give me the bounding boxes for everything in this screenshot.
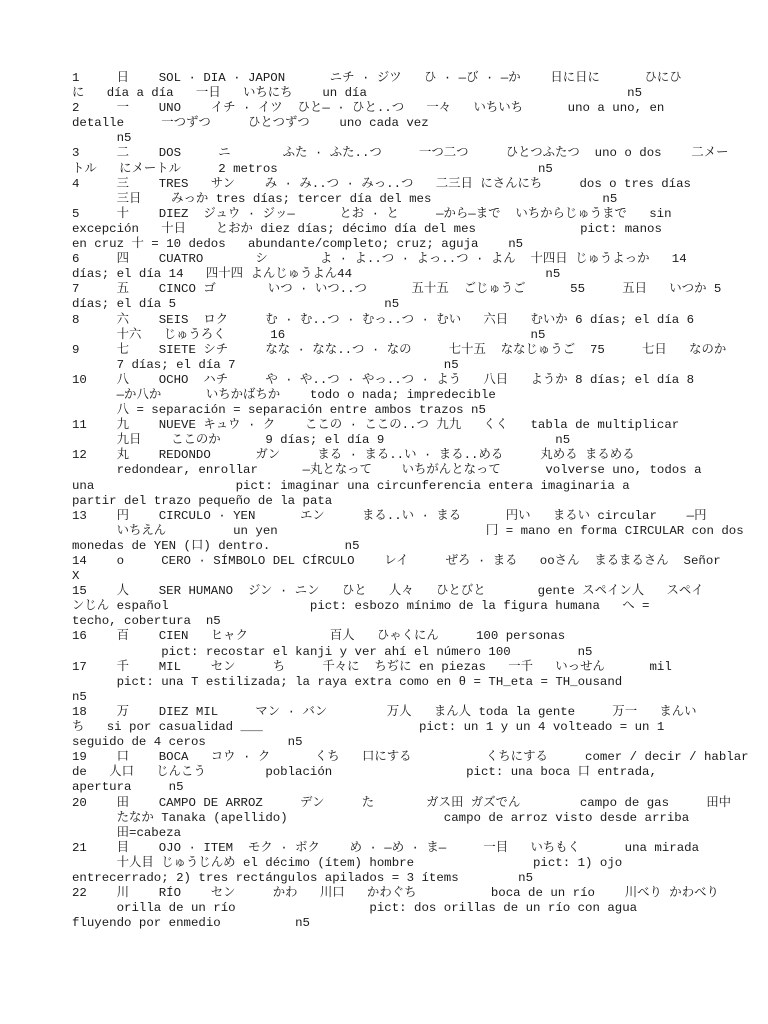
- text-line: seguido de 4 ceros n5: [72, 735, 303, 750]
- text-line: 21 目 OJO · ITEM モク · ボク め · ―め · ま― 一目 いちもく una mirada: [72, 840, 700, 855]
- text-line: 九日 ここのか 9 días; el día 9 n5: [72, 433, 571, 448]
- text-line: días; el día 5 n5: [72, 297, 400, 312]
- text-line: 11 九 NUEVE キュウ · ク ここの · ここの..つ 九九 くく tabla de multiplicar: [72, 418, 680, 433]
- text-line: 7 五 CINCO ゴ いつ · いつ..つ 五十五 ごじゅうご 55 五日 いつか 5: [72, 282, 722, 297]
- text-line: entrecerrado; 2) tres rectángulos apilados = 3 ítems n5: [72, 870, 534, 885]
- text-line: apertura n5: [72, 780, 184, 795]
- text-line: 十六 じゅうろく 16 n5: [72, 327, 546, 342]
- text-line: いちえん un yen 冂 = mano en forma CIRCULAR con dos: [72, 523, 744, 538]
- text-line: ち si por casualidad ___ pict: un 1 y un 4 volteado = un 1: [72, 720, 665, 735]
- text-line: 10 八 OCHO ハチ や · や..つ · やっ..つ · よう 八日 ようか 8 días; el día 8: [72, 372, 695, 387]
- text-line: 8 六 SEIS ロク む · む..つ · むっ..つ · むい 六日 むいか 6 días; el día 6: [72, 312, 695, 327]
- text-line: たなか Tanaka (apellido) campo de arroz visto desde arriba: [72, 810, 690, 825]
- text-line: に día a día 一日 いちにち un día n5: [72, 86, 643, 101]
- text-line: 3 二 DOS ニ ふた · ふた..つ 一つ二つ ひとつふたつ uno o dos 二メー: [72, 146, 729, 161]
- text-line: ―か八か いちかばちか todo o nada; impredecible: [72, 387, 496, 402]
- text-line: 十人目 じゅうじんめ el décimo (ítem) hombre pict: 1) ojo: [72, 855, 623, 870]
- text-line: redondear, enrollar ―丸となって いちがんとなって volverse uno, todos a: [72, 463, 702, 478]
- text-line: 13 円 CIRCULO · YEN エン まる..い · まる 円い まるい circular ―円: [72, 508, 707, 523]
- text-line: トル にメートル 2 metros n5: [72, 161, 553, 176]
- text-line: 1 日 SOL · DIA · JAPON ニチ · ジツ ひ · ―び · ―か 日に日に ひにひ: [72, 71, 682, 85]
- text-line: n5: [72, 131, 132, 146]
- text-line: ンじん español pict: esbozo mínimo de la figura humana へ =: [72, 599, 650, 614]
- text-line: días; el día 14 四十四 よんじゅうよん44 n5: [72, 267, 561, 282]
- text-line: 12 丸 REDONDO ガン まる · まる..い · まる..める 丸める まるめる: [72, 448, 635, 463]
- text-line: una pict: imaginar una circunferencia entera imaginaria a: [72, 478, 630, 493]
- text-line: 田=cabeza: [72, 825, 182, 840]
- text-line: de 人口 じんこう población pict: una boca 口 entrada,: [72, 765, 657, 780]
- text-line: pict: recostar el kanji y ver ahí el número 100 n5: [72, 644, 593, 659]
- text-line: 19 口 BOCA コウ · ク くち 口にする くちにする comer / decir / hablar: [72, 750, 749, 765]
- text-line: en cruz 十 = 10 dedos abundante/completo; cruz; aguja n5: [72, 237, 524, 252]
- text-line: 20 田 CAMPO DE ARROZ デン た ガス田 ガズでん campo de gas 田中: [72, 795, 732, 810]
- text-line: detalle 一つずつ ひとつずつ uno cada vez: [72, 116, 429, 131]
- text-line: 三日 みっか tres días; tercer día del mes n5: [72, 191, 618, 206]
- document-body: [72, 71, 749, 931]
- text-line: 17 千 MIL セン ち 千々に ちぢに en piezas 一千 いっせん mil: [72, 659, 672, 674]
- text-line: pict: una T estilizada; la raya extra como en θ = TH_eta = TH_ousand: [72, 674, 623, 689]
- text-line: 7 días; el día 7 n5: [72, 357, 459, 372]
- text-line: n5: [72, 689, 87, 704]
- text-line: techo, cobertura n5: [72, 614, 221, 629]
- text-line: excepción 十日 とおか diez días; décimo día del mes pict: manos: [72, 221, 662, 236]
- text-line: 2 一 UNO イチ · イツ ひと― · ひと..つ 一々 いちいち uno a uno, en: [72, 101, 665, 116]
- text-line: monedas de YEN (口) dentro. n5: [72, 538, 360, 553]
- text-line: 9 七 SIETE シチ なな · なな..つ · なの 七十五 ななじゅうご 75 七日 なのか: [72, 342, 727, 357]
- text-line: 4 三 TRES サン み · み..つ · みっ..つ 二三日 にさんにち dos o tres días: [72, 176, 691, 191]
- text-line: partir del trazo pequeño de la pata: [72, 493, 333, 508]
- text-line: 5 十 DIEZ ジュウ · ジッ― とお · と ―から―まで いちからじゅうまで sin: [72, 206, 672, 221]
- text-line: fluyendo por enmedio n5: [72, 916, 310, 931]
- text-line: orilla de un río pict: dos orillas de un río con agua: [72, 901, 638, 916]
- text-line: 14 o CERO · SÍMBOLO DEL CÍRCULO レイ ぜろ · まる ooさん まるまるさん Señor: [72, 554, 721, 568]
- text-line: 6 四 CUATRO シ よ · よ..つ · よっ..つ · よん 十四日 じゅうよっか 14: [72, 252, 687, 267]
- text-line: 22 川 RÍO セン かわ 川口 かわぐち boca de un río 川べり かわべり: [72, 886, 719, 901]
- text-line: 15 人 SER HUMANO ジン · ニン ひと 人々 ひとびと gente スペイン人 スペイ: [72, 584, 704, 599]
- text-line: 八 = separación = separación entre ambos trazos n5: [72, 403, 486, 418]
- text-line: X: [72, 569, 80, 584]
- text-line: 18 万 DIEZ MIL マン · バン 万人 まん人 toda la gente 万一 まんい: [72, 704, 697, 719]
- text-line: 16 百 CIEN ヒャク 百人 ひゃくにん 100 personas: [72, 629, 566, 644]
